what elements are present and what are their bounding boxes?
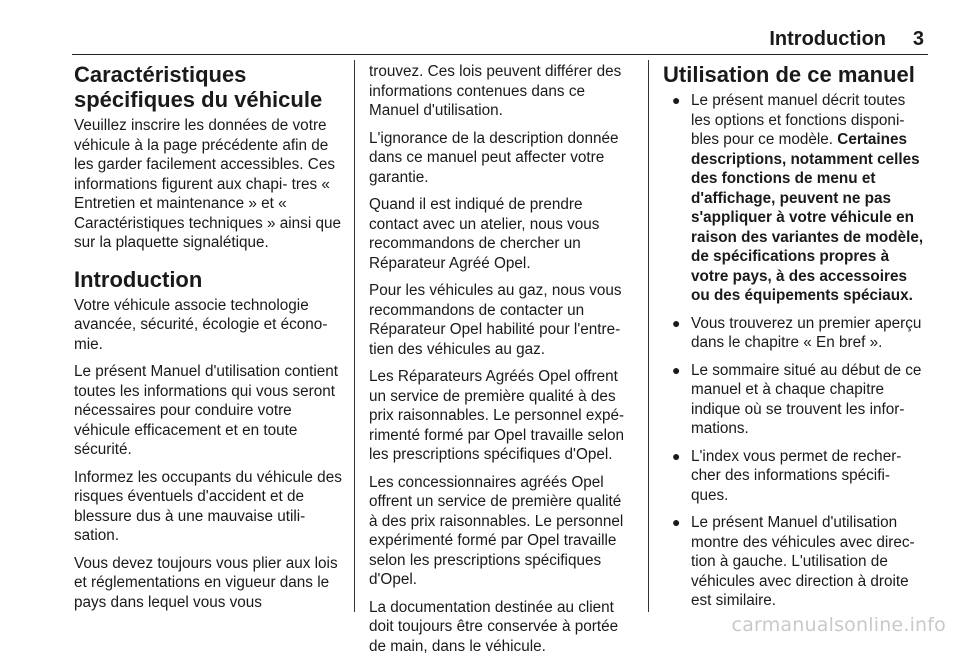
list-item-text: Vous trouverez un premier aperçu dans le chapitre « En bref ».: [691, 314, 922, 351]
paragraph: Informez les occupants du véhicule des risques éventuels d'accident et de blessure dus à une mauvaise utili- sation.: [74, 468, 342, 544]
list-item-bold-text: Certaines descriptions, notamment celles des fonctions de menu et d'affichage, peuvent ne pas s'appliquer à votre véhicule en raison des variantes de modèle, de spécifications propres à votre pays, à des accessoires ou des équipements spéciaux.: [691, 131, 924, 304]
page-number: 3: [912, 28, 924, 50]
list-item-text: L'index vous permet de recher- cher des informations spécifi- ques.: [691, 447, 902, 504]
paragraph: L'ignorance de la description donnée dans ce manuel peut affecter votre garantie.: [369, 129, 619, 186]
bullet-icon: ●: [672, 361, 681, 378]
paragraph: Veuillez inscrire les données de votre véhicule à la page précédente afin de les garder facilement accessibles. Ces informations figurent aux chapi- tres « Entretien et maintenance » et « Caractéristiques techniques » ainsi que sur la plaquette signalétique.: [74, 117, 342, 251]
list-item-text: Le présent manuel décrit toutes les options et fonctions disponi- bles pour ce modèle.: [691, 92, 906, 148]
list-item: [663, 361, 928, 439]
column-divider-1: [354, 60, 355, 612]
list-item: [663, 447, 928, 506]
page-header: [72, 28, 928, 55]
section-heading-using-manual: Utilisation de ce manuel: [663, 62, 915, 87]
list-item-text: Le présent Manuel d'utilisation montre des véhicules avec direc- tion à gauche. L'utilisation de véhicules avec direction à droite est similaire.: [691, 514, 915, 609]
list-item: [663, 513, 928, 611]
column-1: [74, 62, 342, 620]
paragraph: Votre véhicule associe technologie avancée, sécurité, écologie et écono- mie.: [74, 296, 328, 353]
column-divider-2: [648, 60, 649, 612]
list-item: [663, 314, 928, 353]
section-heading-introduction: Introduction: [74, 266, 203, 292]
bullet-icon: ●: [672, 314, 681, 331]
section-heading-vehicle-specs: Caractéristiques spécifiques du véhicule: [74, 62, 323, 112]
paragraph: Les Réparateurs Agréés Opel offrent un service de première qualité à des prix raisonnables. Le personnel expé- rimenté formé par Opel travaille selon les prescriptions spécifiques d'Opel.: [369, 368, 625, 463]
bullet-list: [663, 91, 928, 611]
bullet-icon: ●: [672, 447, 681, 464]
bullet-icon: ●: [672, 92, 681, 108]
paragraph: Vous devez toujours vous plier aux lois et réglementations en vigueur dans le pays dans lequel vous vous: [74, 554, 338, 611]
paragraph: Quand il est indiqué de prendre contact avec un atelier, nous vous recommandons de chercher un Réparateur Agréé Opel.: [369, 196, 600, 272]
watermark: carmanualsonline.info: [731, 614, 946, 636]
paragraph: Les concessionnaires agréés Opel offrent un service de première qualité à des prix raisonnables. Le personnel expérimenté formé par Opel travaille selon les prescriptions spécifiques d'Opel.: [369, 473, 624, 588]
paragraph: trouvez. Ces lois peuvent différer des informations contenues dans ce Manuel d'utilisation.: [369, 63, 622, 119]
column-3: [663, 62, 928, 619]
chapter-title: Introduction: [769, 28, 886, 50]
list-item: [663, 91, 928, 306]
paragraph: La documentation destinée au client doit toujours être conservée à portée de main, dans le véhicule.: [369, 598, 619, 655]
bullet-icon: ●: [672, 514, 681, 530]
paragraph: Le présent Manuel d'utilisation contient toutes les informations qui vous seront nécessaires pour conduire votre véhicule efficacement et en toute sécurité.: [74, 363, 338, 458]
column-2: [369, 62, 633, 664]
list-item-text: Le sommaire situé au début de ce manuel et à chaque chapitre indique où se trouvent les infor- mations.: [691, 361, 922, 437]
paragraph: Pour les véhicules au gaz, nous vous recommandons de contacter un Réparateur Opel habilité pour l'entre- tien des véhicules au gaz.: [369, 282, 622, 358]
